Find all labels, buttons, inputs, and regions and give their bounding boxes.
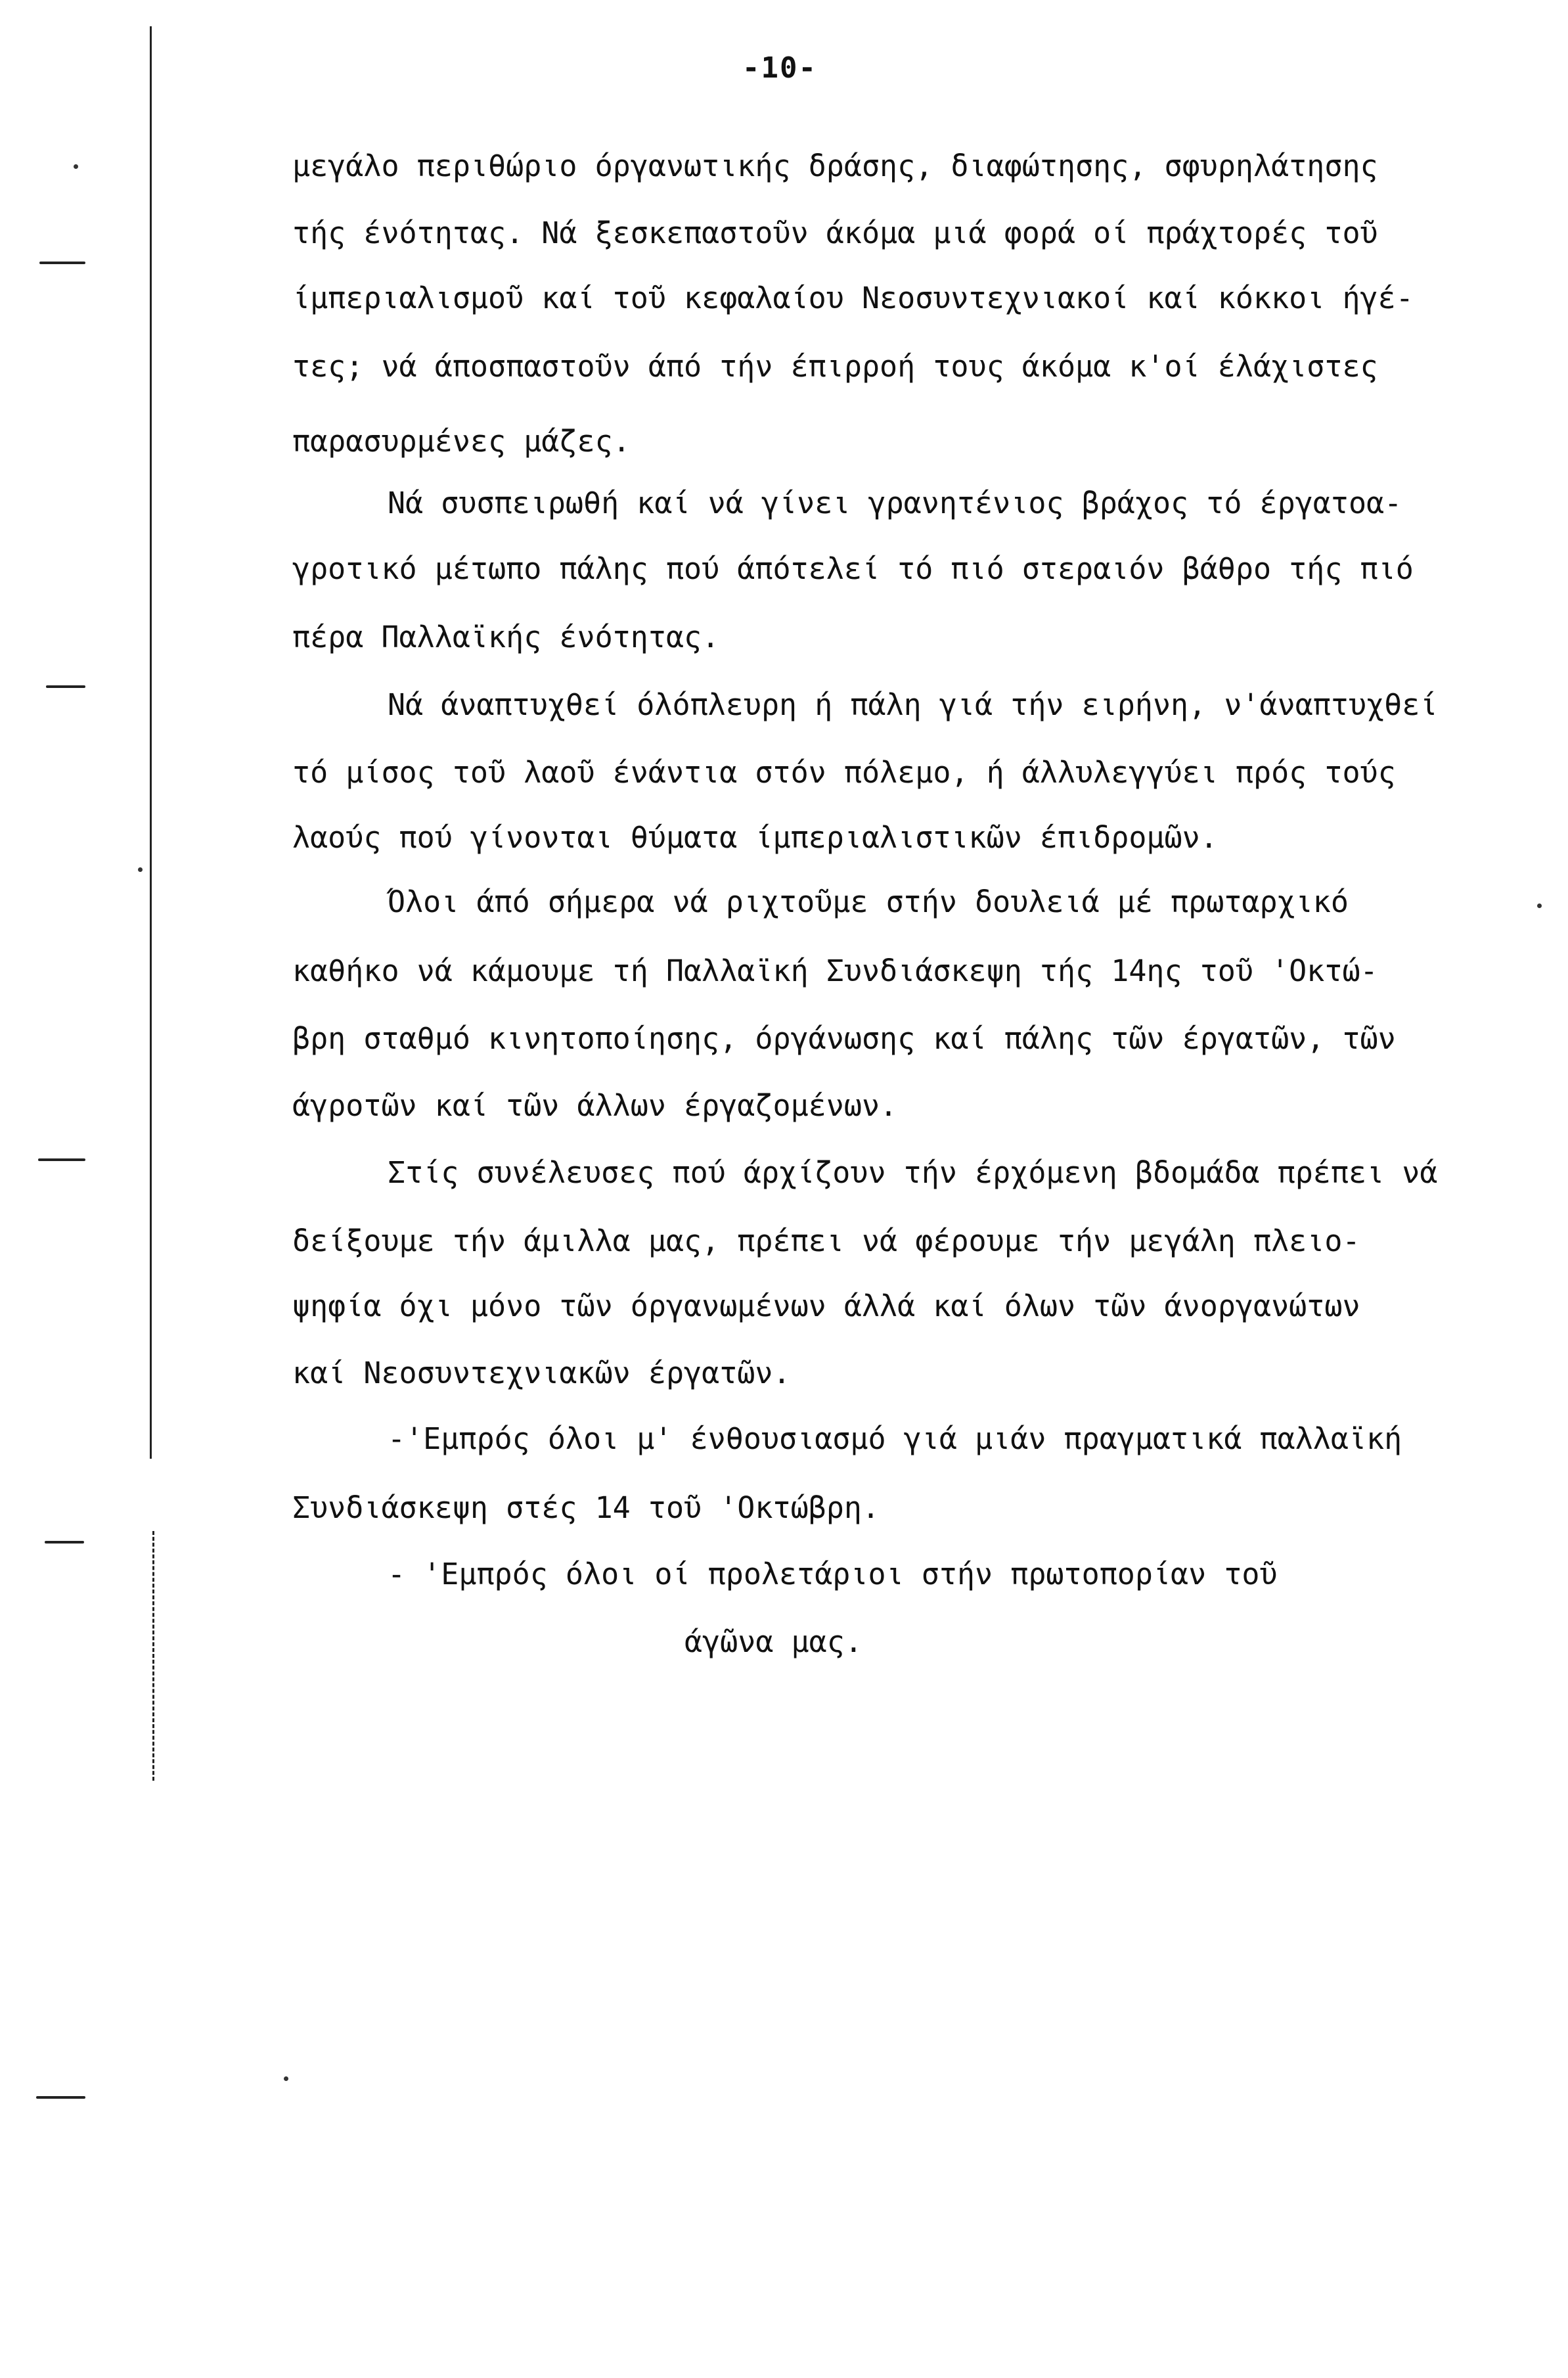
speck — [74, 164, 78, 169]
text-line: άγροτῶν καί τῶν άλλων έργαζομένων. — [292, 1088, 898, 1123]
margin-line — [152, 1531, 154, 1781]
text-line: λαούς πού γίνονται θύματα ίμπεριαλιστικῶν έπιδρομῶν. — [292, 820, 1218, 855]
speck — [284, 2076, 288, 2081]
text-line: Νά άναπτυχθεί όλόπλευρη ή πάλη γιά τήν ειρήνη, ν'άναπτυχθεί — [388, 687, 1438, 722]
text-line: τής ένότητας. Νά ξεσκεπαστοῦν άκόμα μιά φορά οί πράχτορές τοῦ — [292, 216, 1378, 250]
text-line: μεγάλο περιθώριο όργανωτικής δράσης, διαφώτησης, σφυρηλάτησης — [292, 149, 1378, 183]
margin-line — [150, 26, 152, 1459]
text-line: πέρα Παλλαϊκής ένότητας. — [292, 620, 720, 654]
text-line: άγῶνα μας. — [684, 1624, 862, 1659]
text-line: -'Εμπρός όλοι μ' ένθουσιασμό γιά μιάν πραγματικά παλλαϊκή — [388, 1421, 1402, 1456]
text-line: Νά συσπειρωθή καί νά γίνει γρανητένιος βράχος τό έργατοα- — [388, 486, 1402, 520]
text-line: τό μίσος τοῦ λαοῦ ένάντια στόν πόλεμο, ή άλλυλεγγύει πρός τούς — [292, 755, 1396, 790]
text-line: ψηφία όχι μόνο τῶν όργανωμένων άλλά καί όλων τῶν άνοργανώτων — [292, 1289, 1360, 1323]
punch-mark — [45, 1541, 84, 1543]
text-line: Συνδιάσκεψη στές 14 τοῦ 'Οκτώβρη. — [292, 1490, 880, 1525]
text-line: βρη σταθμό κινητοποίησης, όργάνωσης καί πάλης τῶν έργατῶν, τῶν — [292, 1021, 1396, 1056]
text-line: ίμπεριαλισμοῦ καί τοῦ κεφαλαίου Νεοσυντεχνιακοί καί κόκκοι ήγέ- — [292, 281, 1414, 315]
text-line: παρασυρμένες μάζες. — [292, 424, 631, 459]
speck — [138, 867, 143, 872]
text-line: καί Νεοσυντεχνιακῶν έργατῶν. — [292, 1356, 791, 1390]
text-line: καθήκο νά κάμουμε τή Παλλαϊκή Συνδιάσκεψη τής 14ης τοῦ 'Οκτώ- — [292, 953, 1378, 988]
text-line: - 'Εμπρός όλοι οί προλετάριοι στήν πρωτοπορίαν τοῦ — [388, 1557, 1278, 1591]
punch-mark — [39, 262, 85, 264]
punch-mark — [36, 2096, 85, 2099]
speck — [1537, 903, 1542, 908]
page-number: -10- — [742, 51, 817, 85]
text-line: γροτικό μέτωπο πάλης πού άπότελεί τό πιό στεραιόν βάθρο τής πιό — [292, 551, 1414, 586]
text-line: δείξουμε τήν άμιλλα μας, πρέπει νά φέρουμε τήν μεγάλη πλειο- — [292, 1223, 1360, 1258]
text-line: Στίς συνέλευσες πού άρχίζουν τήν έρχόμενη βδομάδα πρέπει νά — [388, 1155, 1438, 1190]
punch-mark — [38, 1158, 85, 1161]
text-line: Όλοι άπό σήμερα νά ριχτοῦμε στήν δουλειά μέ πρωταρχικό — [388, 884, 1349, 919]
text-line: τες; νά άποσπαστοῦν άπό τήν έπιρροή τους άκόμα κ'οί έλάχιστες — [292, 349, 1378, 384]
punch-mark — [46, 685, 85, 688]
